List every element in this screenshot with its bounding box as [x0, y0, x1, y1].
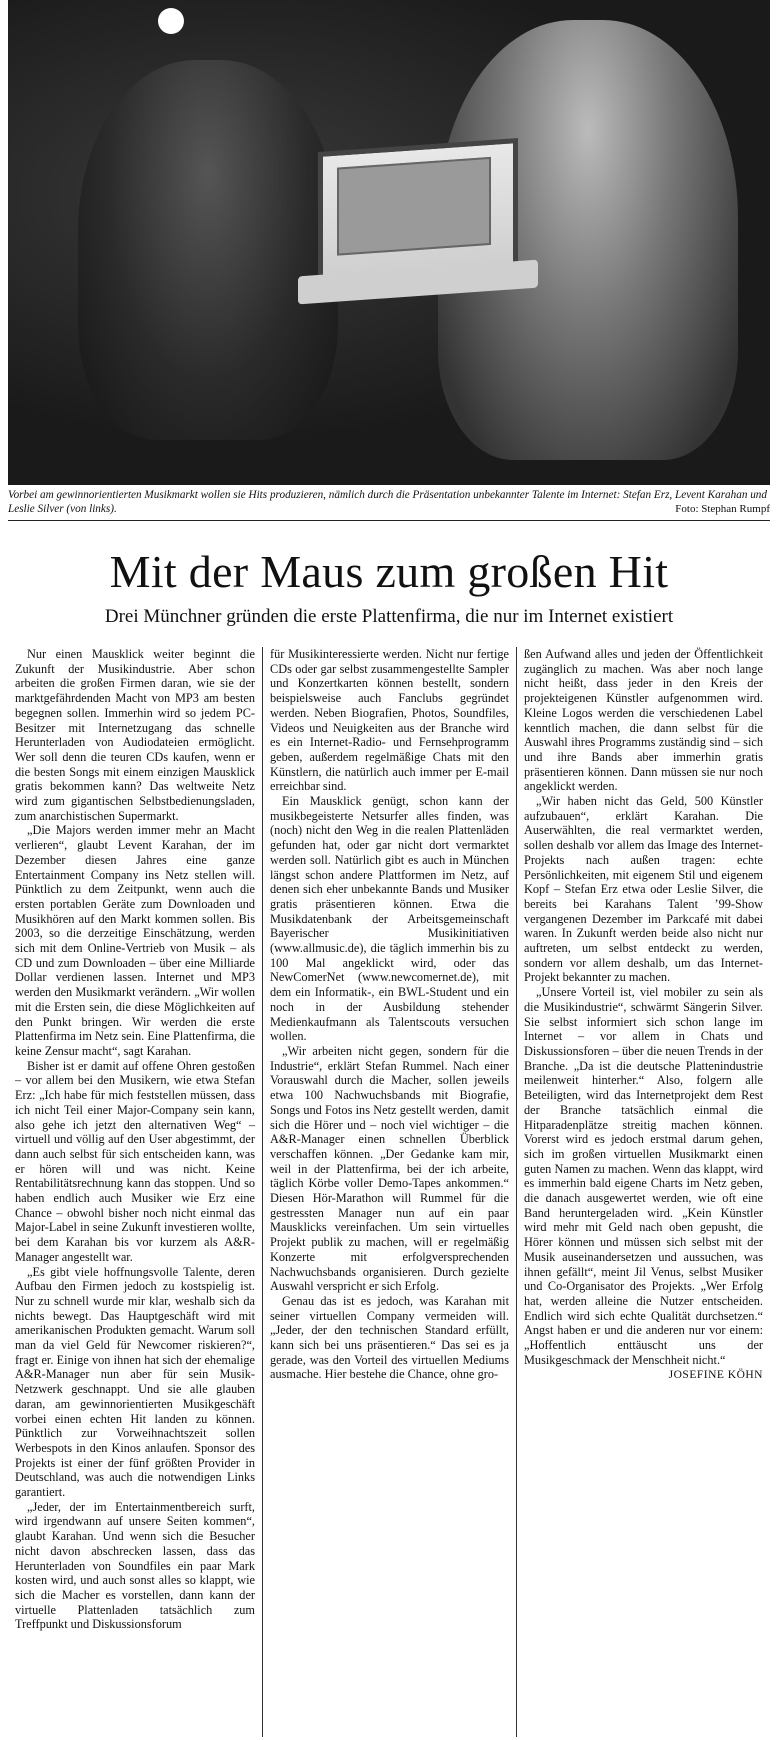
column-2	[262, 647, 516, 1737]
author-byline: JOSEFINE KÖHN	[668, 1369, 763, 1382]
column-3	[516, 647, 770, 1737]
paragraph: Bisher ist er damit auf offene Ohren gestoßen – vor allem bei den Musikern, wie etwa Stefan Erz: „Ich habe für mich feststellen müssen, dass ich nicht Teil einer Major-Company sein kann, also gehe ich jetzt den alternativen Weg“ – virtuell und völlig auf den User abgestimmt, der dann auch selbst für sich entscheiden kann, was er hören will und was nicht. Keine Rentabilitätsrechnung kann das stoppen. Und so haben endlich auch Musiker wie Erz eine Chance – obwohl bisher noch nicht einmal das Major-Label in seine Zukunft investieren wollte, bei dem Karahan bis vor kurzem als A&R-Manager angestellt war.	[15, 1058, 255, 1264]
paragraph: Nur einen Mausklick weiter beginnt die Zukunft der Musikindustrie. Aber schon arbeiten die großen Firmen daran, wie sie der marktgefährdenden Macht von MP3 am besten begegnen sollen. Immerhin wird so jedem PC-Besitzer mit Internetzugang das schnelle Herunterladen von Audiodateien ermöglicht. Wer soll denn die teuren CDs kaufen, wenn er die besten Songs mit einem einzigen Mausklick gratis bekommen kann? Das weltweite Netz wird zum gigantischen Selbstbedienungsladen, zum anarchistischen Supermarkt.	[15, 647, 255, 823]
paragraph: „Jeder, der im Entertainmentbereich surft, wird irgendwann auf unsere Seiten kommen“, glaubt Karahan. Und wenn sich die Besucher nicht davon abschrecken lassen, dass das Herunterladen von Soundfiles ein paar Mark kosten wird, und auch sonst alles so klappt, wie sich die Macher es vorstellen, dann kann der virtuelle Plattenladen tatsächlich zum Treffpunkt und Diskussionsforum	[15, 1499, 255, 1632]
paragraph: „Wir arbeiten nicht gegen, sondern für die Industrie“, erklärt Stefan Rummel. Nach einer Vorauswahl durch die Macher, sollen jeweils etwa 100 Nachwuchsbands mit Biografie, Songs und Fotos ins Netz gestellt werden, damit sich die Hörer und – noch viel wichtiger – die A&R-Manager einen schnellen Überblick verschaffen können. „Der Gedanke kam mir, weil in der Plattenfirma, bei der ich arbeite, täglich Körbe voller Demo-Tapes ankommen.“ Diesen Hör-Marathon will Rummel für die gestressten Manager nun auf ein paar Mausklicks vereinfachen. Um sein virtuelles Projekt publik zu machen, will er regelmäßig Konzerte mit erfolgversprechenden Nachwuchsbands organisieren. Durch gezielte Auswahl verspricht er sich Erfolg.	[270, 1043, 509, 1294]
photo-caption	[8, 488, 770, 521]
headline: Mit der Maus zum großen Hit	[109, 546, 669, 597]
photo-person-left	[78, 60, 338, 440]
subheadline: Drei Münchner gründen die erste Plattenfirma, die nur im Internet existiert	[104, 606, 674, 627]
paragraph: „Es gibt viele hoffnungsvolle Talente, deren Aufbau den Firmen jedoch zu kostspielig ist. Nur zu schnell wurde mir klar, weshalb sich da nichts bewegt. Das Hauptgeschäft wird mit amerikanischen Produkten gemacht. Warum soll man da viel Geld für Newcomer riskieren?“, fragt er. Einige von ihnen hat sich der ehemalige A&R-Manager nun aber für sein Musik-Netzwerk geschnappt. Und sie alle glauben daran, am gewinnorientierten Musikgeschäft vorbei einen echten Hit landen zu können. Pünktlich zur Vorweihnachtszeit sollen Werbespots in den Kinos anlaufen. Sponsor des Projekts ist einer der fünf größten Provider in Deutschland, was auch die notwendigen Links garantiert.	[15, 1264, 255, 1500]
photo-credit: Foto: Stephan Rumpf	[675, 503, 770, 515]
article-body	[8, 647, 770, 1737]
paragraph: Ein Mausklick genügt, schon kann der musikbegeisterte Netsurfer alles finden, was (noch) nicht den Weg in die realen Plattenläden gefunden hat, oder gar nicht dort vermarktet werden soll. Natürlich gibt es auch in München längst schon andere Plattformen im Netz, auf denen sich eher unbekannte Bands und Musiker gratis präsentieren können. Etwa die Musikdatenbank der Arbeitsgemeinschaft Bayerischer Musikinitiativen (www.allmusic.de), die täglich immerhin bis zu 100 Mal angeklickt wird, oder das NewComerNet (www.newcomernet.de), mit dem ein Informatik-, ein BWL-Student und ein noch in der Ausbildung stehender Medienkaufmann als Talentscouts versuchen wollen.	[270, 794, 509, 1044]
paragraph: „Wir haben nicht das Geld, 500 Künstler aufzubauen“, erklärt Karahan. Die Auserwählten, die real vermarktet werden, sollen deshalb vor allem das Image des Internet-Projekts nach außen tragen: echte Persönlichkeiten, mit eigenem Stil und eigenem Kopf – Stefan Erz etwa oder Leslie Silver, die bereits bei Karahans Talent ’99-Show vergangenen Dezember im Parkcafé mit dabei waren. In Zukunft werden beide also nicht nur auftreten, um selbst entdeckt zu werden, sondern vor allem deshalb, um das Internet-Projekt bekannter zu machen.	[524, 794, 763, 985]
paragraph: Genau das ist es jedoch, was Karahan mit seiner virtuellen Company vermeiden will. „Jeder, der den technischen Standard erfüllt, kann sich bei uns präsentieren.“ Das sei es ja gerade, was den Vorteil des virtuellen Mediums ausmache. Hier bestehe die Chance, ohne gro-	[270, 1293, 509, 1382]
paragraph: für Musikinteressierte werden. Nicht nur fertige CDs oder gar selbst zusammengestellte Sampler und Konzertkarten können bestellt, sondern beispielsweise auch Fanclubs gegründet werden. Neben Biografien, Photos, Soundfiles, Videos und Neuigkeiten aus der Branche wird es ein Internet-Radio- und Fernsehprogramm geben, außerdem regelmäßige Chats mit den Künstlern, die natürlich auch immer per E-mail erreichbar sind.	[270, 647, 509, 794]
photo-laptop-screen	[318, 138, 518, 282]
caption-text: Vorbei am gewinnorientierten Musikmarkt wollen sie Hits produzieren, nämlich durch die Präsentation unbekannter Talente im Internet: Stefan Erz, Levent Karahan und Leslie Silver (von links).	[8, 489, 767, 515]
article-photo	[8, 0, 770, 485]
paragraph: ßen Aufwand alles und jeden der Öffentlichkeit zugänglich zu machen. Was aber noch lange nicht heißt, dass jeder in den Kreis der projekteigenen Künstler aufgenommen wird. Kleine Logos werden die verschiedenen Label kenntlich machen, die dann selbst für die Auswahl ihres Programms zuständig sind – sich und ihre Bands aber immerhin gratis präsentieren können. Dann müssen sie nur noch angeklickt werden.	[524, 647, 763, 794]
paragraph: „Unsere Vorteil ist, viel mobiler zu sein als die Musikindustrie“, schwärmt Sängerin Silver. Sie selbst informiert sich schon lange im Internet – vor allem in Chats und Diskussionsforen – über die neuen Trends in der Branche. „Da ist die deutsche Plattenindustrie meilenweit hinterher.“ Also, folgern alle Beteiligten, wird das Internetprojekt dem Rest der Branche tatsächlich einmal die Hitparadenplätze streitig machen können. Vorerst wird es jedoch erstmal darum gehen, sich im großen virtuellen Musikmarkt einen guten Namen zu machen. Wenn das klappt, wird es immerhin bald eigene Charts im Netz geben, die danach ausgewertet werden, wie oft eine Band heruntergeladen wird. „Kein Künstler wird mehr mit Geld nach oben gepusht, die Hörer können und müssen sich selbst mit der Musik auseinandersetzen und aussuchen, was ihnen gefällt“, meint Jil Venus, selbst Musiker und Co-Organisator des Projekts. „Wer Erfolg hat, werden alleine die Nutzer entscheiden. Endlich wird sich echte Qualität durchsetzen.“ Angst haben er und die anderen nur vor einem: „Hoffentlich enttäuscht uns der Musikgeschmack der Menschheit nicht.“	[524, 985, 763, 1367]
paragraph: „Die Majors werden immer mehr an Macht verlieren“, glaubt Levent Karahan, der im Dezember diesen Jahres eine ganze Entertainment Company ins Netz stellen will. Pünktlich zu dem Zeitpunkt, wenn auch die ersten portablen Geräte zum Downloaden und Musikhören auf den Markt kommen sollen. Bis 2003, so die derzeitige Einschätzung, werden sich mit dem Online-Vertrieb von Musik – als CD und zum Downloaden – über eine Milliarde Dollar verdienen lassen. Internet und MP3 werden den Musikmarkt verändern. „Wir wollen mit die Ersten sein, die diese Möglichkeiten auf den Punkt bringen. Wir werden die erste Plattenfirma im Netz sein. Eine Plattenfirma, die keine Zensur macht“, sagt Karahan.	[15, 823, 255, 1058]
photo-sticker	[158, 8, 184, 34]
column-1	[8, 647, 262, 1737]
